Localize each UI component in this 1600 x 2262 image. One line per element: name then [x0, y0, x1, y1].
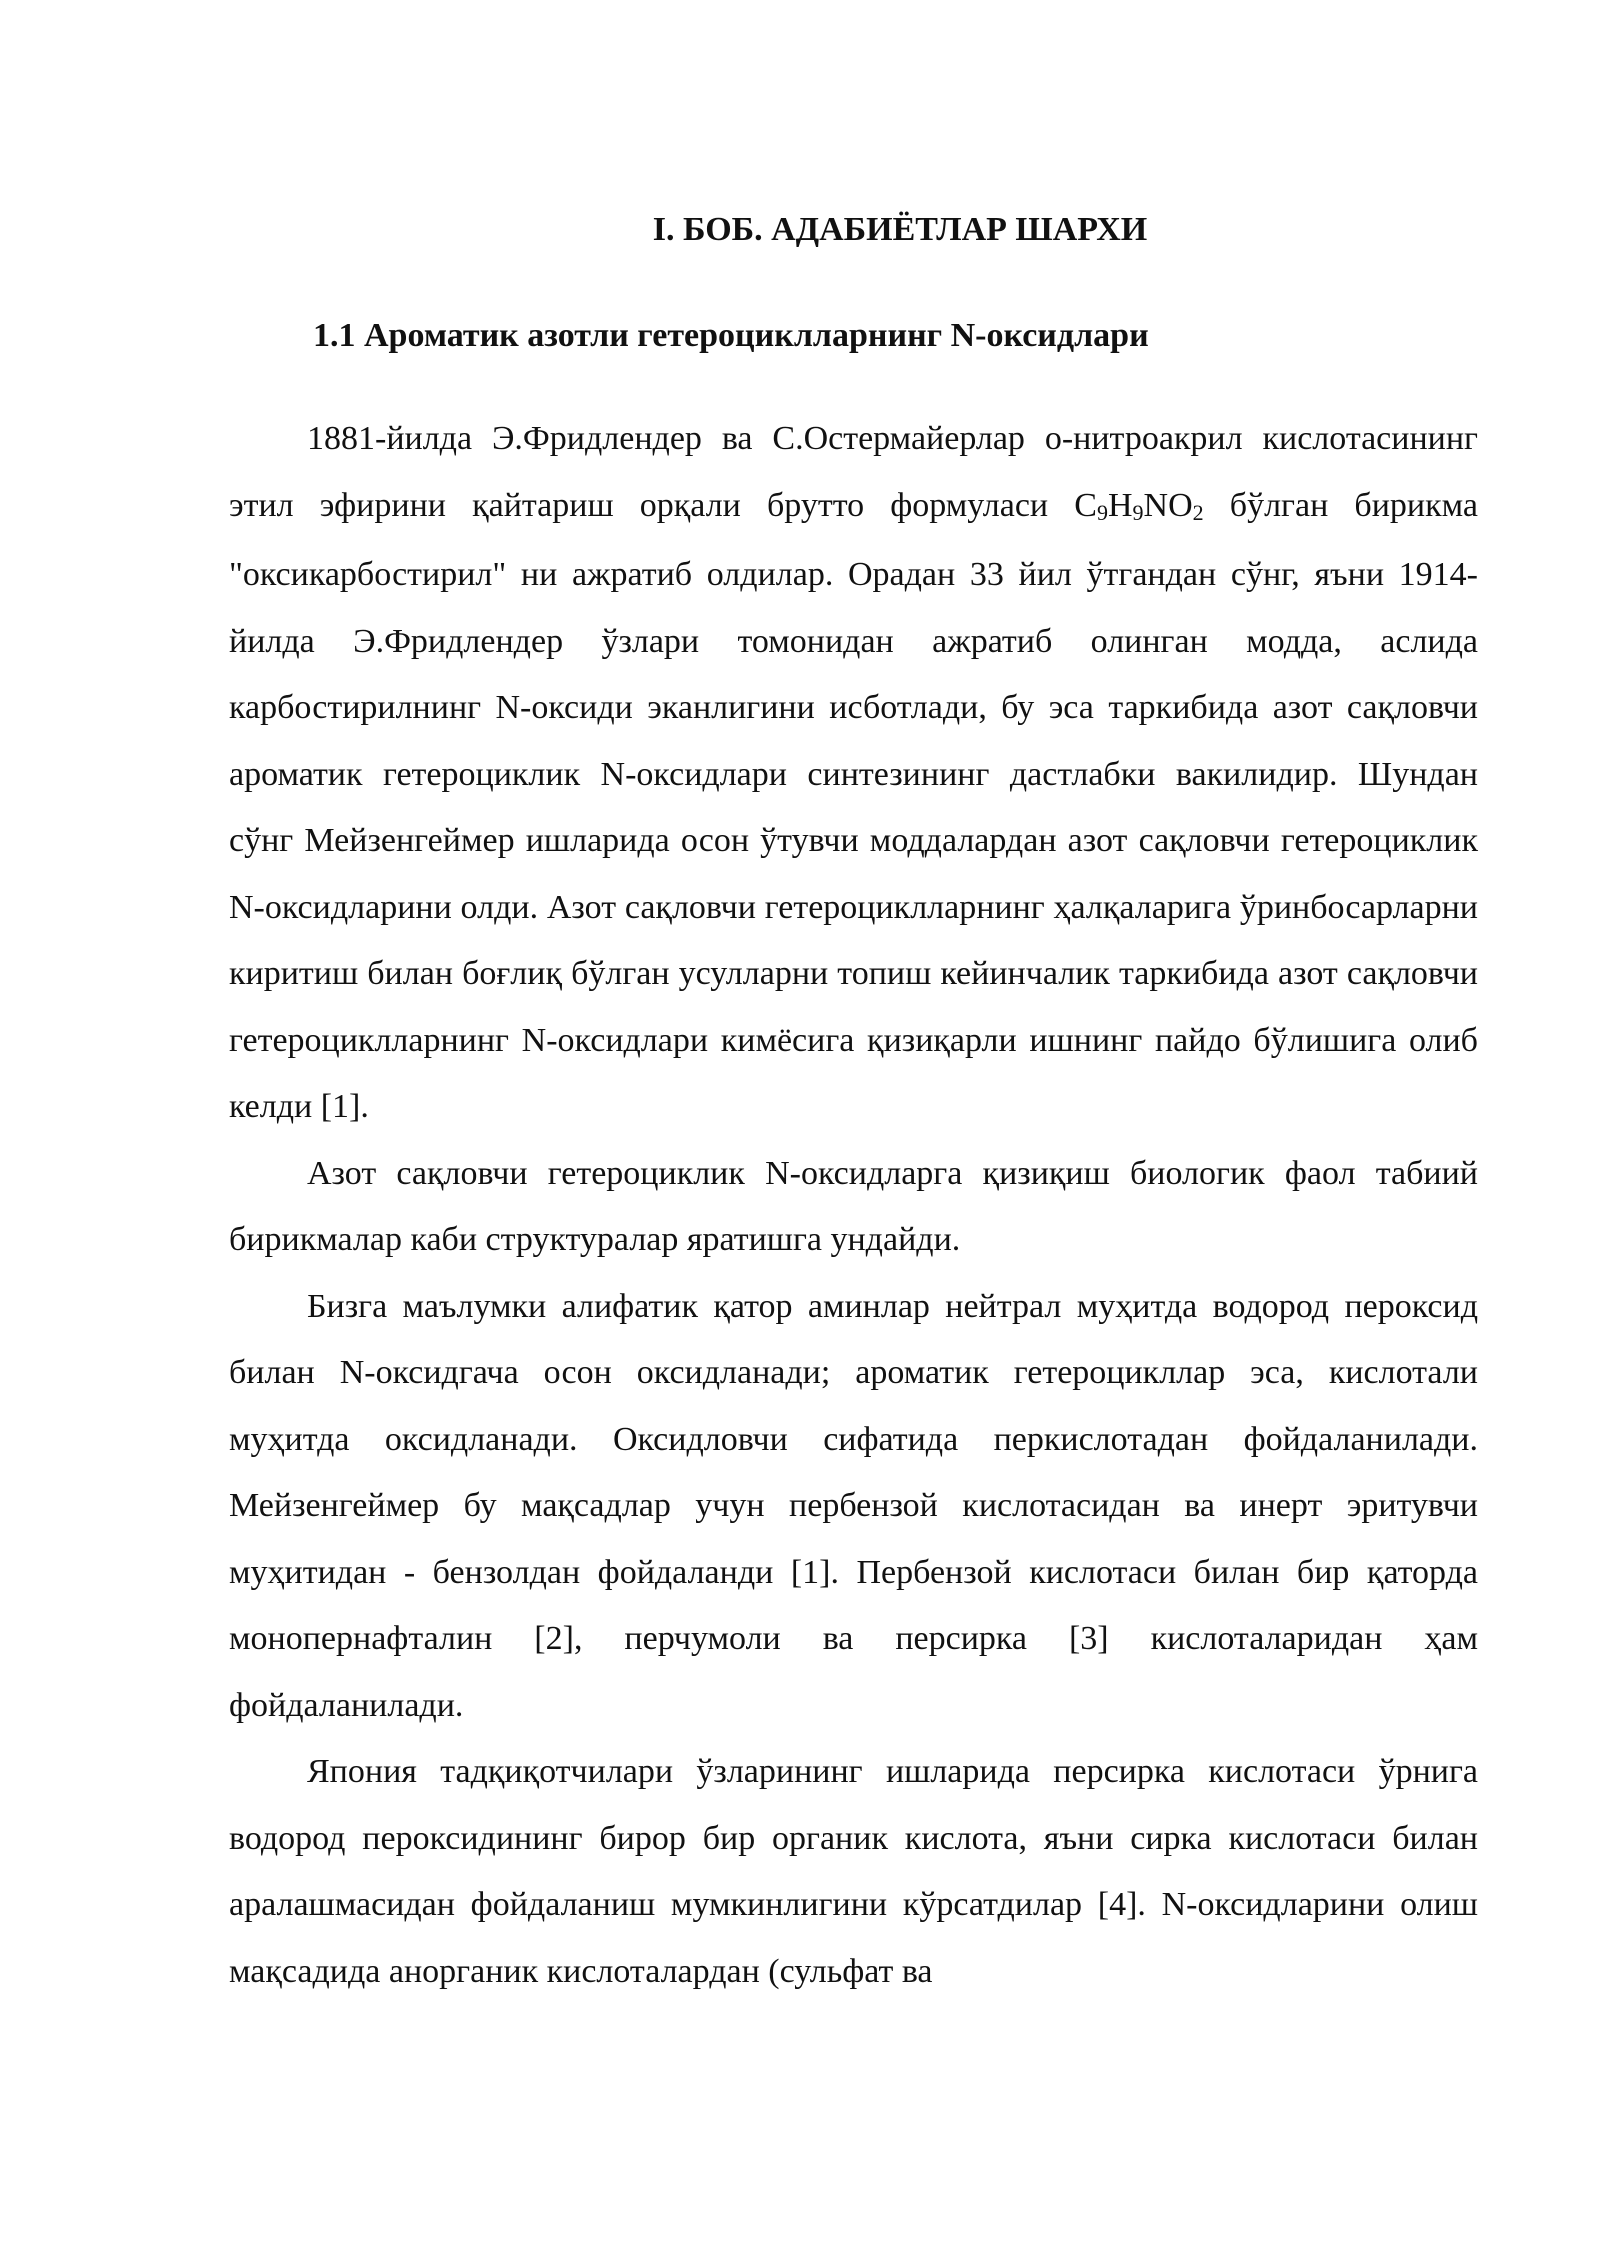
- formula-c: C: [1074, 486, 1097, 524]
- body-text: [229, 406, 1478, 2005]
- paragraph-1: [229, 406, 1478, 1141]
- paragraph-1-text-end: бўлган бирикма "оксикарбостирил" ни ажратиб олдилар. Орадан 33 йил ўтгандан сўнг, яъни 1914-йилда Э.Фридлендер ўзлари томонидан ажратиб олинган модда, аслида карбостирилнинг N-оксиди эканлигини исботлади, бу эса таркибида азот сақловчи ароматик гетероциклик N-оксидлари синтезининг дастлабки вакилидир. Шундан сўнг Мейзенгеймер ишларида осон ўтувчи моддалардан азот сақловчи гетероциклик N-оксидларини олди. Азот сақловчи гетероциклларнинг ҳалқаларига ўринбосарларни киритиш билан боғлиқ бўлган усулларни топиш кейинчалик таркибида азот сақловчи гетероциклларнинг N-оксидлари кимёсига қизиқарли ишнинг пайдо бўлишига олиб келди [1].: [229, 486, 1478, 1125]
- paragraph-2: Азот сақловчи гетероциклик N-оксидларга қизиқиш биологик фаол табиий бирикмалар каби структуралар яратишга ундайди.: [229, 1154, 1478, 1258]
- formula-h: H: [1107, 486, 1133, 524]
- section-title: 1.1 Ароматик азотли гетероциклларнинг N-оксидлари: [313, 317, 1149, 354]
- paragraph-1-text-start: 1881-йилда Э.Фридлендер ва С.Остермайерлар о-нитроакрил кислотасининг этил эфирини қайтариш орқали брутто формуласи: [229, 420, 1478, 524]
- formula-no: NO: [1143, 486, 1193, 524]
- formula-h-subscript: 9: [1132, 499, 1144, 525]
- paragraph-4: Япония тадқиқотчилари ўзларининг ишларида персирка кислотаси ўрнига водород пероксидининг бирор бир органик кислота, яъни сирка кислотаси билан аралашмасидан фойдаланиш мумкинлигини кўрсатдилар [4]. N-оксидларини олиш мақсадида анорганик кислоталардан (сульфат ва: [229, 1753, 1478, 1990]
- formula-c-subscript: 9: [1096, 499, 1108, 525]
- chemical-formula: [1074, 487, 1203, 524]
- chapter-title: I. БОБ. АДАБИЁТЛАР ШАРХИ: [652, 211, 1148, 248]
- formula-no-subscript: 2: [1192, 499, 1204, 525]
- paragraph-3: Бизга маълумки алифатик қатор аминлар нейтрал муҳитда водород пероксид билан N-оксидгача осон оксидланади; ароматик гетероцикллар эса, кислотали муҳитда оксидланади. Оксидловчи сифатида перкислотадан фойдаланилади. Мейзенгеймер бу мақсадлар учун пербензой кислотасидан ва инерт эритувчи муҳитидан - бензолдан фойдаланди [1]. Пербензой кислотаси билан бир қаторда монопернафталин [2], перчумоли ва персирка [3] кислоталаридан ҳам фойдаланилади.: [229, 1287, 1478, 1724]
